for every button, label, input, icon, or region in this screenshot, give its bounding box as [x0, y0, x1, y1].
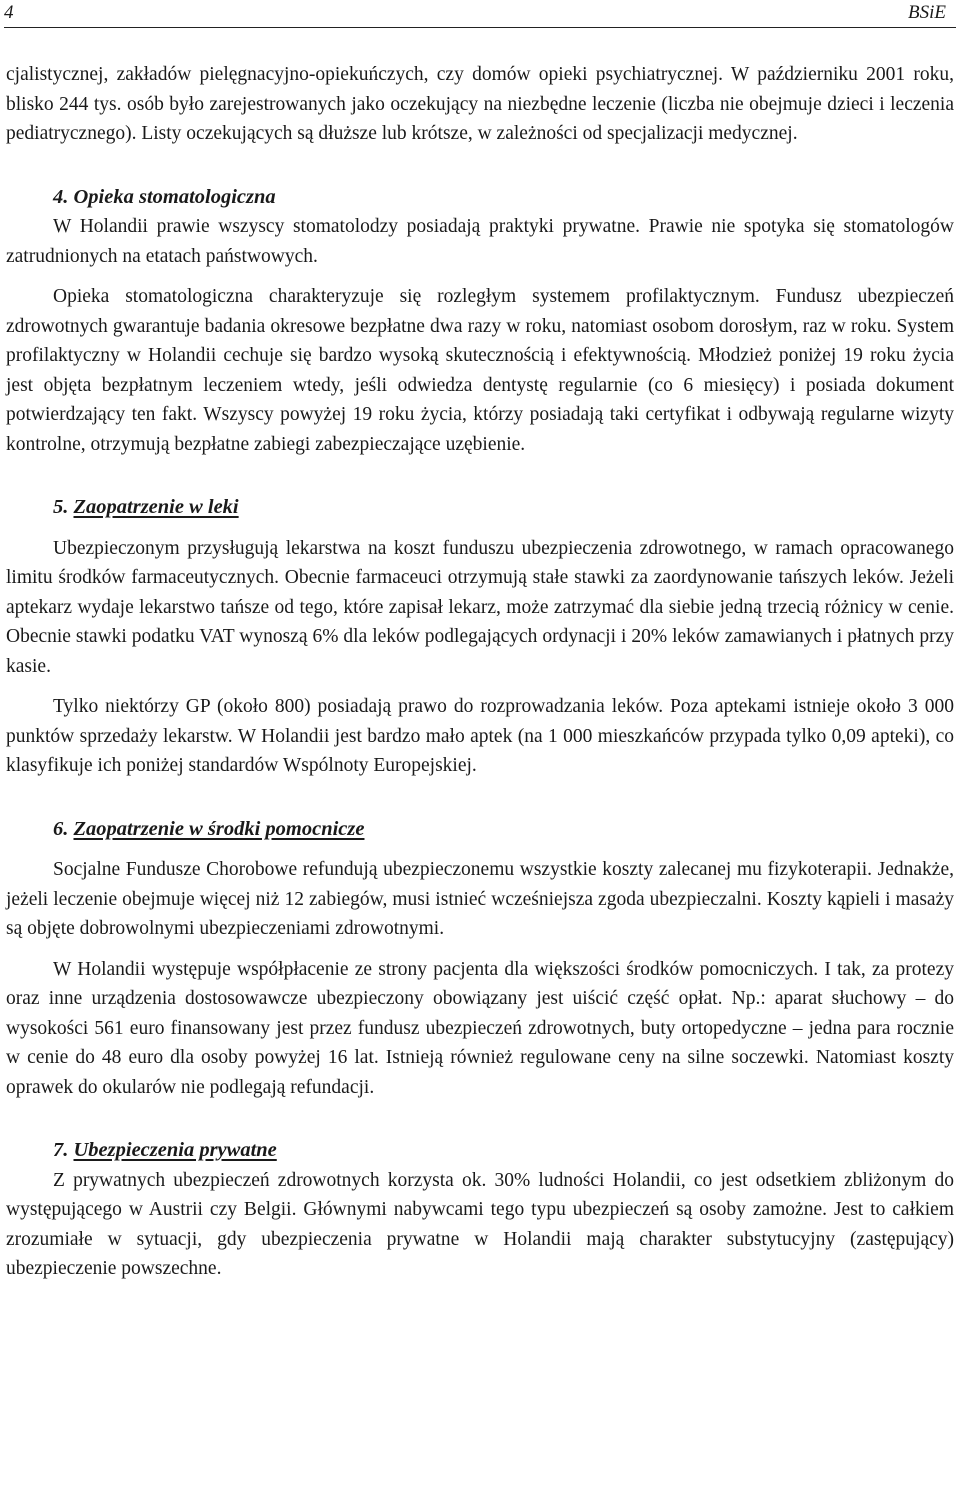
section-heading: [6, 815, 954, 845]
section-paragraph: Opieka stomatologiczna charakteryzuje się rozległym systemem profilaktycznym. Fundusz ubezpieczeń zdrowotnych gwarantuje badania okresowe bezpłatne dwa razy w roku, natomiast osobom dorosłym, raz w roku. System profilaktyczny w Holandii cechuje się bardzo wysoką skutecznością i efektywnością. Młodzież poniżej 19 roku życia jest objęta bezpłatnym leczeniem wtedy, jeśli odwiedza dentystę regularnie (co 6 miesięcy) i posiada dokument potwierdzający ten fakt. Wszyscy powyżej 19 roku życia, którzy posiadają taki certyfikat i odbywają regularne wizyty kontrolne, otrzymują bezpłatne zabiegi zabezpieczające uzębienie.: [6, 286, 954, 455]
section-paragraph: Tylko niektórzy GP (około 800) posiadają prawo do rozprowadzania leków. Poza aptekami istnieje około 3 000 punktów sprzedaży lekarstw. W Holandii jest bardzo mało aptek (na 1 000 mieszkańców przypada tylko 0,09 apteki), co klasyfikuje ich poniżej standardów Wspólnoty Europejskiej.: [6, 696, 954, 776]
section-paragraph: Ubezpieczonym przysługują lekarstwa na koszt funduszu ubezpieczenia zdrowotnego, w ramach opracowanego limitu środków farmaceutycznych. Obecnie farmaceuci otrzymują stałe stawki za zaordynowanie tańszych leków. Jeżeli aptekarz wydaje lekarstwo tańsze od tego, które zapisał lekarz, może zatrzymać dla siebie jedną trzecią różnicy w cenie. Obecnie stawki podatku VAT wynoszą 6% dla leków podlegających ordynacji i 20% leków zamawianych i płatnych przy kasie.: [6, 537, 954, 677]
section-heading: [6, 493, 954, 523]
section-medical-aids: [6, 815, 954, 1103]
header-divider: [4, 27, 956, 28]
section-number: 4.: [53, 185, 69, 208]
section-dental-care: [6, 183, 954, 460]
section-title: Opieka stomatologiczna: [73, 185, 276, 208]
section-paragraph: Z prywatnych ubezpieczeń zdrowotnych korzysta ok. 30% ludności Holandii, co jest odsetkiem zbliżonym do występującego w Austrii czy Belgii. Głównymi nabywcami tego typu ubezpieczeń są osoby zamożne. Jest to całkiem zrozumiałe w sytuacji, gdy ubezpieczenia prywatne w Holandii mają charakter substytucyjny (zastępujący) ubezpieczenie powszechne.: [6, 1169, 954, 1279]
section-paragraph: W Holandii prawie wszyscy stomatolodzy posiadają praktyki prywatne. Prawie nie spotyka się stomatologów zatrudnionych na etatach państwowych.: [6, 216, 954, 267]
page-header: [0, 0, 960, 22]
document-body: [6, 60, 954, 1284]
section-heading: [6, 1136, 954, 1166]
section-paragraph: Socjalne Fundusze Chorobowe refundują ubezpieczonemu wszystkie koszty zalecanej mu fizykoterapii. Jednakże, jeżeli leczenie obejmuje więcej niż 12 zabiegów, musi istnieć wcześniejsza zgoda ubezpieczalni. Koszty kąpieli i masaży są objęte dobrowolnymi ubezpieczeniami zdrowotnymi.: [6, 859, 954, 939]
section-medicines: [6, 493, 954, 781]
section-number: 5.: [53, 496, 69, 518]
intro-paragraph: cjalistycznej, zakładów pielęgnacyjno-opiekuńczych, czy domów opieki psychiatrycznej. W październiku 2001 roku, blisko 244 tys. osób było zarejestrowanych jako oczekujący na niezbędne leczenie (liczba nie obejmuje dzieci i leczenia pediatrycznego). Listy oczekujących są dłuższe lub krótsze, w zależności od specjalizacji medycznej.: [6, 64, 954, 144]
page-number: 4: [4, 2, 14, 23]
section-title: Zaopatrzenie w leki: [73, 496, 239, 518]
publisher-name: BSiE: [908, 2, 946, 23]
section-number: 7.: [53, 1139, 69, 1161]
section-paragraph: W Holandii występuje współpłacenie ze strony pacjenta dla większości środków pomocniczych. I tak, za protezy oraz inne urządzenia dostosowawcze ubezpieczony obowiązany jest uiścić część opłat. Np.: aparat słuchowy – do wysokości 561 euro finansowany jest przez fundusz ubezpieczeń zdrowotnych, buty ortopedyczne – jedna para rocznie w cenie do 48 euro dla osoby powyżej 16 lat. Istnieją również regulowane ceny na silne soczewki. Natomiast koszty oprawek do okularów nie podlegają refundacji.: [6, 958, 954, 1098]
section-number: 6.: [53, 817, 69, 840]
section-heading: [6, 183, 954, 213]
section-title: Zaopatrzenie w środki pomocnicze: [73, 817, 365, 840]
section-private-insurance: [6, 1136, 954, 1284]
section-title: Ubezpieczenia prywatne: [73, 1139, 277, 1161]
